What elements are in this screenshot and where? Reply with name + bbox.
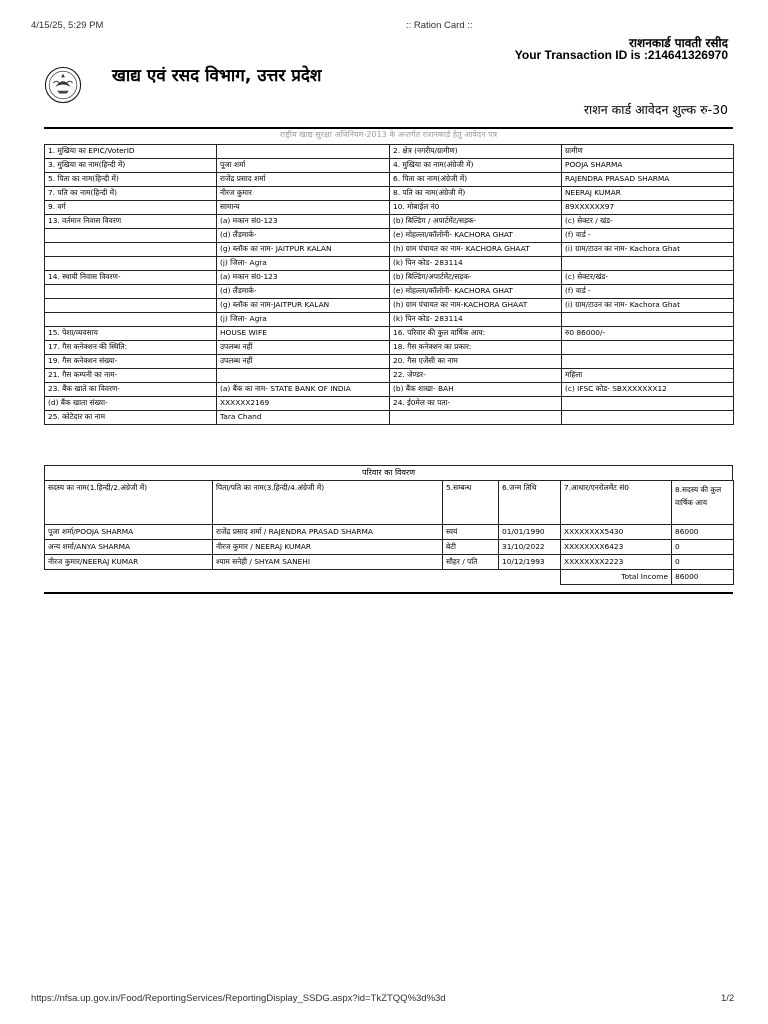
member-income: 0 bbox=[672, 555, 734, 570]
field-value bbox=[217, 145, 390, 159]
field-value: HOUSE WIFE bbox=[217, 327, 390, 341]
field-value: (d) लैंडमार्क- bbox=[217, 285, 390, 299]
footer-url: https://nfsa.up.gov.in/Food/ReportingServices/ReportingDisplay_SSDG.aspx?id=TkZTQQ%3d%3d bbox=[31, 993, 446, 1004]
field-value: (c) सेक्टर / खंड- bbox=[562, 215, 734, 229]
act-title: राष्ट्रीय खाद्य सुरक्षा अधिनियम-2013 के अन्तर्गत राशनकार्ड हेतु आवेदन पत्र bbox=[279, 130, 498, 139]
field-label: (b) बिल्डिंग / अपार्टमेंट/सड़क- bbox=[390, 215, 562, 229]
field-value: (a) मकान सं0-123 bbox=[217, 215, 390, 229]
field-value bbox=[217, 369, 390, 383]
detail-row bbox=[45, 369, 734, 383]
total-income-value: 86000 bbox=[672, 570, 734, 585]
field-label: (k) पिन कोड- 283114 bbox=[390, 257, 562, 271]
field-label bbox=[390, 411, 562, 425]
total-income-row bbox=[45, 570, 734, 585]
field-value: Tara Chand bbox=[217, 411, 390, 425]
aadhaar-number: XXXXXXXX5430 bbox=[561, 525, 672, 540]
field-value: (g) ब्लॉक का नाम-JAITPUR KALAN bbox=[217, 299, 390, 313]
field-value bbox=[562, 313, 734, 327]
field-value bbox=[562, 411, 734, 425]
field-value: RAJENDRA PRASAD SHARMA bbox=[562, 173, 734, 187]
field-label: (e) मोहल्ला/कॉलोनी- KACHORA GHAT bbox=[390, 285, 562, 299]
detail-row bbox=[45, 229, 734, 243]
detail-row bbox=[45, 285, 734, 299]
date-of-birth: 31/10/2022 bbox=[499, 540, 561, 555]
footer-page-number: 1/2 bbox=[721, 993, 735, 1004]
field-value: (i) ग्राम/टाउन का नाम- Kachora Ghat bbox=[562, 243, 734, 257]
family-member-row bbox=[45, 540, 734, 555]
field-value: ग्रामीण bbox=[562, 145, 734, 159]
field-value: सामान्य bbox=[217, 201, 390, 215]
field-label: 3. मुखिया का नाम(हिन्दी में) bbox=[45, 159, 217, 173]
detail-row bbox=[45, 271, 734, 285]
field-value: NEERAJ KUMAR bbox=[562, 187, 734, 201]
field-value: उपलब्ध नहीं bbox=[217, 355, 390, 369]
field-label: (h) ग्राम पंचायत का नाम-KACHORA GHAAT bbox=[390, 299, 562, 313]
field-value: XXXXXX2169 bbox=[217, 397, 390, 411]
field-label: 14. स्थायी निवास विवरण- bbox=[45, 271, 217, 285]
field-label bbox=[45, 257, 217, 271]
date-of-birth: 01/01/1990 bbox=[499, 525, 561, 540]
detail-row bbox=[45, 201, 734, 215]
field-value: (a) मकान सं0-123 bbox=[217, 271, 390, 285]
detail-row bbox=[45, 257, 734, 271]
family-header-cell: सदस्य का नाम(1.हिन्दी/2.अंग्रेजी में) bbox=[45, 481, 213, 525]
father-husband-name: राजेंद्र प्रसाद शर्मा / RAJENDRA PRASAD SHARMA bbox=[213, 525, 443, 540]
total-income-label: Total Income bbox=[561, 570, 672, 585]
spacer-cell bbox=[499, 570, 561, 585]
field-label: 20. गैस एजेंसी का नाम bbox=[390, 355, 562, 369]
field-value: (a) बैंक का नाम- STATE BANK OF INDIA bbox=[217, 383, 390, 397]
family-header-cell: पिता/पति का नाम(3.हिन्दी/4.अंग्रेजी में) bbox=[213, 481, 443, 525]
family-member-row bbox=[45, 555, 734, 570]
field-label: 24. ई0मेल का पता- bbox=[390, 397, 562, 411]
field-label: 21. गैस कम्पनी का नाम- bbox=[45, 369, 217, 383]
field-label: 22. जेण्डर- bbox=[390, 369, 562, 383]
field-value: (c) सेक्टर/खंड- bbox=[562, 271, 734, 285]
family-member-row bbox=[45, 525, 734, 540]
field-value: उपलब्ध नहीं bbox=[217, 341, 390, 355]
field-label: 13. वर्तमान निवास विवरण bbox=[45, 215, 217, 229]
field-value: (i) ग्राम/टाउन का नाम- Kachora Ghat bbox=[562, 299, 734, 313]
field-value bbox=[562, 355, 734, 369]
field-value: (j) जिला- Agra bbox=[217, 313, 390, 327]
field-label: 25. कोटेदार का नाम bbox=[45, 411, 217, 425]
detail-row bbox=[45, 243, 734, 257]
field-label: 6. पिता का नाम(अंग्रेजी में) bbox=[390, 173, 562, 187]
field-label: 19. गैस कनेक्शन संख्या- bbox=[45, 355, 217, 369]
field-label: 7. पति का नाम(हिन्दी में) bbox=[45, 187, 217, 201]
family-header-row bbox=[45, 481, 734, 525]
field-value bbox=[562, 341, 734, 355]
detail-row bbox=[45, 215, 734, 229]
field-label: (k) पिन कोड- 283114 bbox=[390, 313, 562, 327]
field-label bbox=[45, 243, 217, 257]
detail-row bbox=[45, 159, 734, 173]
father-husband-name: श्याम सनेही / SHYAM SANEHI bbox=[213, 555, 443, 570]
field-label: 5. पिता का नाम(हिन्दी में) bbox=[45, 173, 217, 187]
family-members-table bbox=[44, 480, 734, 585]
spacer-cell bbox=[443, 570, 499, 585]
detail-row bbox=[45, 299, 734, 313]
field-label: (e) मोहल्ला/कॉलोनी- KACHORA GHAT bbox=[390, 229, 562, 243]
spacer-cell bbox=[213, 570, 443, 585]
bottom-divider bbox=[44, 592, 733, 594]
member-name: नीरज कुमार/NEERAJ KUMAR bbox=[45, 555, 213, 570]
print-datetime: 4/15/25, 5:29 PM bbox=[31, 20, 104, 31]
field-value: POOJA SHARMA bbox=[562, 159, 734, 173]
detail-row bbox=[45, 341, 734, 355]
detail-row bbox=[45, 173, 734, 187]
member-income: 86000 bbox=[672, 525, 734, 540]
detail-row bbox=[45, 383, 734, 397]
application-fee: राशन कार्ड आवेदन शुल्क रु-30 bbox=[583, 102, 728, 117]
member-name: पूजा शर्मा/POOJA SHARMA bbox=[45, 525, 213, 540]
field-label: 9. वर्ग bbox=[45, 201, 217, 215]
field-label: (h) ग्राम पंचायत का नाम- KACHORA GHAAT bbox=[390, 243, 562, 257]
field-value: रु0 86000/- bbox=[562, 327, 734, 341]
date-of-birth: 10/12/1993 bbox=[499, 555, 561, 570]
detail-row bbox=[45, 397, 734, 411]
field-value bbox=[562, 397, 734, 411]
field-value: नीरज कुमार bbox=[217, 187, 390, 201]
field-value: (g) ब्लॉक का नाम- JAITPUR KALAN bbox=[217, 243, 390, 257]
detail-row bbox=[45, 187, 734, 201]
receipt-title: राशनकार्ड पावती रसीद bbox=[629, 36, 728, 50]
field-label: 23. बैंक खाते का विवरण- bbox=[45, 383, 217, 397]
detail-row bbox=[45, 145, 734, 159]
field-label: 2. क्षेत्र (नगरीय/ग्रामीण) bbox=[390, 145, 562, 159]
field-label: 15. पेशा/व्यवसाय bbox=[45, 327, 217, 341]
transaction-id: Your Transaction ID is :214641326970 bbox=[514, 48, 728, 62]
field-label: (d) बैंक खाता संख्या- bbox=[45, 397, 217, 411]
field-label: 16. परिवार की कुल वार्षिक आय: bbox=[390, 327, 562, 341]
detail-row bbox=[45, 313, 734, 327]
detail-row bbox=[45, 355, 734, 369]
father-husband-name: नीरज कुमार / NEERAJ KUMAR bbox=[213, 540, 443, 555]
field-label: 1. मुखिया का EPIC/VoterID bbox=[45, 145, 217, 159]
aadhaar-number: XXXXXXXX6423 bbox=[561, 540, 672, 555]
field-value bbox=[562, 257, 734, 271]
field-label: 8. पति का नाम(अंग्रेजी में) bbox=[390, 187, 562, 201]
field-label bbox=[45, 313, 217, 327]
field-value: (j) जिला- Agra bbox=[217, 257, 390, 271]
spacer-cell bbox=[45, 570, 213, 585]
field-value: (c) IFSC कोड- SBXXXXXXX12 bbox=[562, 383, 734, 397]
field-value: (d) लैंडमार्क- bbox=[217, 229, 390, 243]
field-value: (f) वार्ड - bbox=[562, 285, 734, 299]
field-value: पूजा शर्मा bbox=[217, 159, 390, 173]
aadhaar-number: XXXXXXXX2223 bbox=[561, 555, 672, 570]
up-govt-emblem-icon bbox=[44, 66, 82, 104]
field-label: 17. गैस कनेक्शन की स्थिति: bbox=[45, 341, 217, 355]
field-value: 89XXXXXX97 bbox=[562, 201, 734, 215]
family-header-cell: 6.जन्म तिथि bbox=[499, 481, 561, 525]
relation: स्वयं bbox=[443, 525, 499, 540]
field-label: (b) बैंक शाखा- BAH bbox=[390, 383, 562, 397]
detail-row bbox=[45, 327, 734, 341]
relation: बेटी bbox=[443, 540, 499, 555]
relation: सौहर / पति bbox=[443, 555, 499, 570]
family-header-cell: 7.आधार/एनरोलमेंट सं0 bbox=[561, 481, 672, 525]
applicant-details-table bbox=[44, 144, 734, 425]
field-value: राजेंद्र प्रसाद शर्मा bbox=[217, 173, 390, 187]
field-label: 4. मुखिया का नाम(अंग्रेजी में) bbox=[390, 159, 562, 173]
field-value: (f) वार्ड - bbox=[562, 229, 734, 243]
department-title: खाद्य एवं रसद विभाग, उत्तर प्रदेश bbox=[112, 66, 322, 86]
family-header-cell: 5.सम्बन्ध bbox=[443, 481, 499, 525]
family-header-cell: 8.सदस्य की कुल वार्षिक आय bbox=[672, 481, 734, 525]
field-label: 18. गैस कनेक्शन का प्रकार: bbox=[390, 341, 562, 355]
field-label: (b) बिल्डिंग/अपार्टमेंट/सड़क- bbox=[390, 271, 562, 285]
field-label bbox=[45, 299, 217, 313]
detail-row bbox=[45, 411, 734, 425]
member-income: 0 bbox=[672, 540, 734, 555]
family-section-title: परिवार का विवरण bbox=[44, 465, 733, 480]
member-name: अन्य शर्मा/ANYA SHARMA bbox=[45, 540, 213, 555]
field-label bbox=[45, 285, 217, 299]
print-doc-title: :: Ration Card :: bbox=[406, 20, 473, 31]
field-label bbox=[45, 229, 217, 243]
field-value: महिला bbox=[562, 369, 734, 383]
field-label: 10. मोबाईल नं0 bbox=[390, 201, 562, 215]
